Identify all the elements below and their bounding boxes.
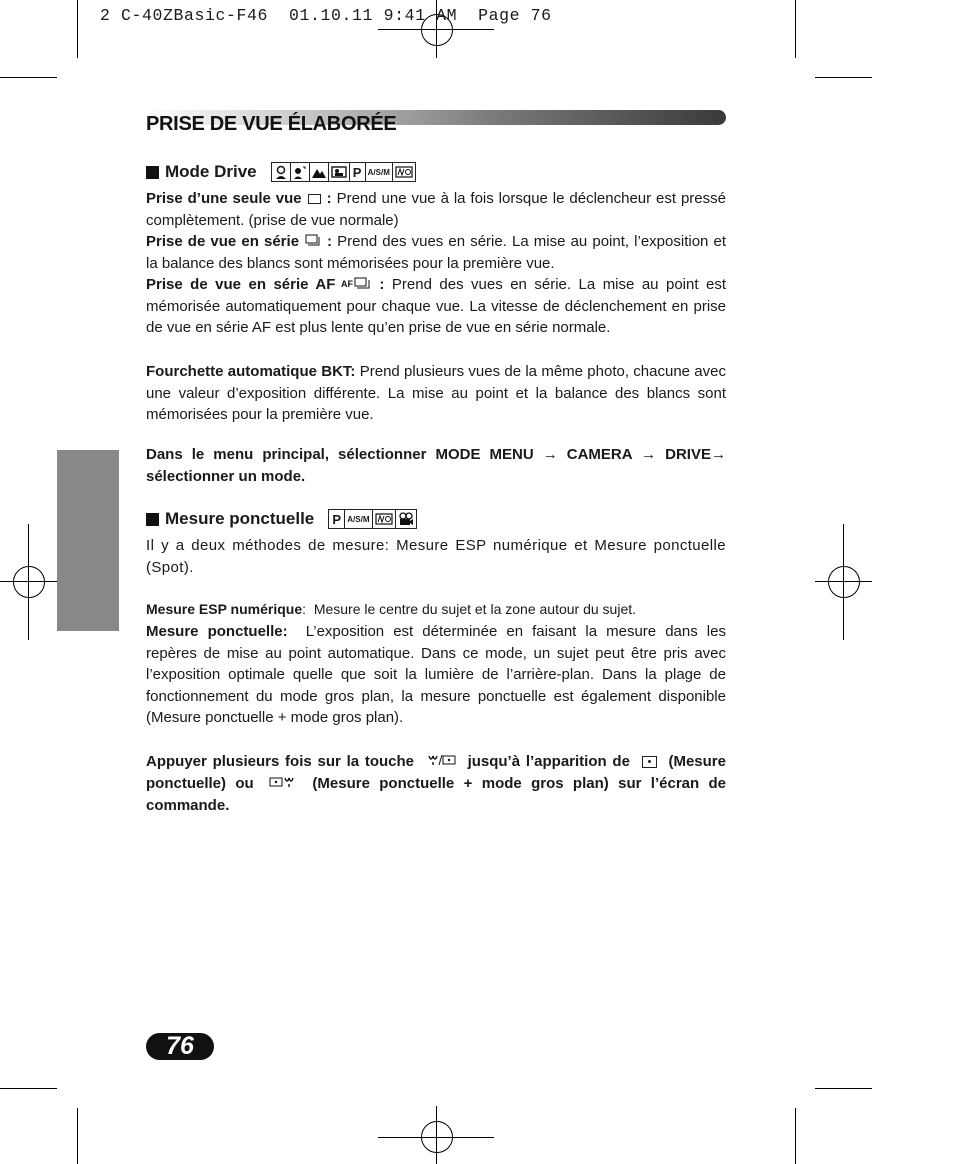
spot-macro-icon: [269, 773, 297, 795]
crop-mark: [815, 77, 872, 78]
drive-single-item: Prise d’une seule vue : Prend une vue à la fois lorsque le déclencheur est pressé complètement. (prise de vue normale): [146, 190, 726, 229]
my-mode-icon: [393, 163, 415, 181]
my-mode-icon: [373, 510, 396, 528]
crop-mark: [795, 1108, 796, 1164]
menu-instruction-part2: CAMERA: [566, 446, 633, 463]
registration-circle: [421, 1121, 453, 1153]
mesure-instruction-part2: jusqu’à l’apparition de: [467, 753, 630, 770]
mode-drive-heading: [146, 162, 416, 182]
mesure-instruction-part4: (Mesure ponctuelle + mode gros plan) sur l’écran de commande.: [146, 774, 727, 814]
mesure-title: Mesure ponctuelle: [165, 509, 315, 528]
registration-circle: [13, 566, 45, 598]
af-sequential-icon: [341, 274, 373, 296]
print-slug: 2 C-40ZBasic-F46 01.10.11 9:41 AM Page 76: [100, 6, 552, 25]
p-mode-label: P: [350, 163, 366, 181]
crop-mark: [77, 0, 78, 58]
crop-mark: [77, 1108, 78, 1164]
bullet-square: [146, 513, 159, 526]
mesure-spot: [146, 621, 726, 729]
mesure-instruction: [146, 751, 726, 816]
mesure-intro: [146, 535, 726, 578]
drive-sequential-label: Prise de vue en série: [146, 233, 300, 250]
drive-bkt-label: Fourchette automatique BKT:: [146, 363, 356, 380]
macro-spot-button-icon: [426, 751, 456, 773]
landscape-icon: [310, 163, 329, 181]
registration-circle: [828, 566, 860, 598]
mesure-esp: Mesure ESP numérique: Mesure le centre du sujet et la zone autour du sujet.: [146, 601, 637, 617]
mesure-spot-label: Mesure ponctuelle:: [146, 623, 288, 640]
drive-single-label: Prise d’une seule vue: [146, 190, 302, 207]
crop-mark: [795, 0, 796, 58]
crop-mark: [0, 1088, 57, 1089]
page-number: 76: [146, 1033, 214, 1060]
mesure-mode-strip: [328, 509, 416, 529]
crop-mark: [815, 1088, 872, 1089]
mesure-intro-text: Il y a deux méthodes de mesure: Mesure ESP numérique et Mesure ponctuelle (Spot).: [146, 537, 726, 576]
arrow-icon: →: [710, 446, 726, 463]
spot-icon: [642, 756, 657, 768]
drive-af-sequential-label: Prise de vue en série AF: [146, 276, 336, 293]
mesure-heading: [146, 509, 417, 529]
asm-mode-label: A/S/M: [366, 163, 393, 181]
mesure-instruction-part3: (Mesure ponctuelle) ou: [146, 753, 726, 792]
mesure-instruction-part1: Appuyer plusieurs fois sur la touche: [146, 753, 415, 770]
menu-instruction-part4: sélectionner un mode.: [146, 467, 306, 485]
asm-mode-label: A/S/M: [345, 510, 372, 528]
arrow-icon: →: [641, 446, 657, 463]
mesure-spot-text: L’exposition est déterminée en faisant la mesure dans les repères de mise au point automatique. Dans ce mode, un sujet peut être pris avec l’exposition optimale quelle que soit la lumière de l’arrière-plan. Dans la plage de fonctionnement du mode gros plan, la mesure ponctuelle est également disponible (Mesure ponctuelle + mode gros plan).: [146, 623, 726, 727]
bullet-square: [146, 166, 159, 179]
p-mode-label: P: [329, 510, 345, 528]
mode-drive-mode-strip: [271, 162, 416, 182]
night-portrait-icon: [291, 163, 310, 181]
drive-single-text: Prend une vue à la fois lorsque le déclencheur est pressé complètement. (prise de vue normale): [146, 190, 726, 229]
drive-bkt-text: Prend plusieurs vues de la même photo, chacune avec une valeur d’exposition différente. La mise au point et la balance des blancs sont mémorisées pour la première vue.: [146, 363, 726, 424]
menu-instruction-part1: Dans le menu principal, sélectionner MODE MENU: [146, 446, 534, 463]
drive-af-sequential-item: Prise de vue en série AF AF : Prend des vues en série. La mise au point est mémorisée automatiquement pour chaque vue. La vitesse de déclenchement en prise de vue en série AF est plus lente qu’en prise de vue en série normale.: [146, 276, 727, 337]
mode-drive-title: Mode Drive: [165, 162, 257, 181]
drive-af-sequential-text: Prend des vues en série. La mise au point est mémorisée automatiquement pour chaque vue. La vitesse de déclenchement en prise de vue en série AF est plus lente qu’en prise de vue en série normale.: [146, 276, 727, 337]
arrow-icon: →: [542, 446, 558, 463]
scene-icon: [329, 163, 350, 181]
drive-bkt-item: [146, 361, 726, 426]
page-title: PRISE DE VUE ÉLABORÉE: [146, 113, 397, 135]
mesure-esp-label: Mesure ESP numérique: [146, 601, 303, 617]
mesure-esp-text: Mesure le centre du sujet et la zone autour du sujet.: [313, 601, 637, 617]
svg-text:AF: AF: [341, 279, 354, 290]
single-frame-icon: [308, 194, 321, 204]
menu-instruction-part3: DRIVE: [665, 446, 711, 463]
portrait-icon: [272, 163, 291, 181]
drive-menu-instruction: [146, 444, 726, 487]
drive-sequential-text: Prend des vues en série. La mise au point, l’exposition et la balance des blancs sont mémorisées pour la première vue.: [146, 233, 727, 272]
crop-mark: [0, 77, 57, 78]
sequential-icon: [305, 231, 321, 253]
movie-icon: [396, 510, 416, 528]
sidebar-tab: [57, 450, 119, 631]
drive-sequential-item: Prise de vue en série : Prend des vues en série. La mise au point, l’exposition et la balance des blancs sont mémorisées pour la première vue.: [146, 233, 727, 272]
